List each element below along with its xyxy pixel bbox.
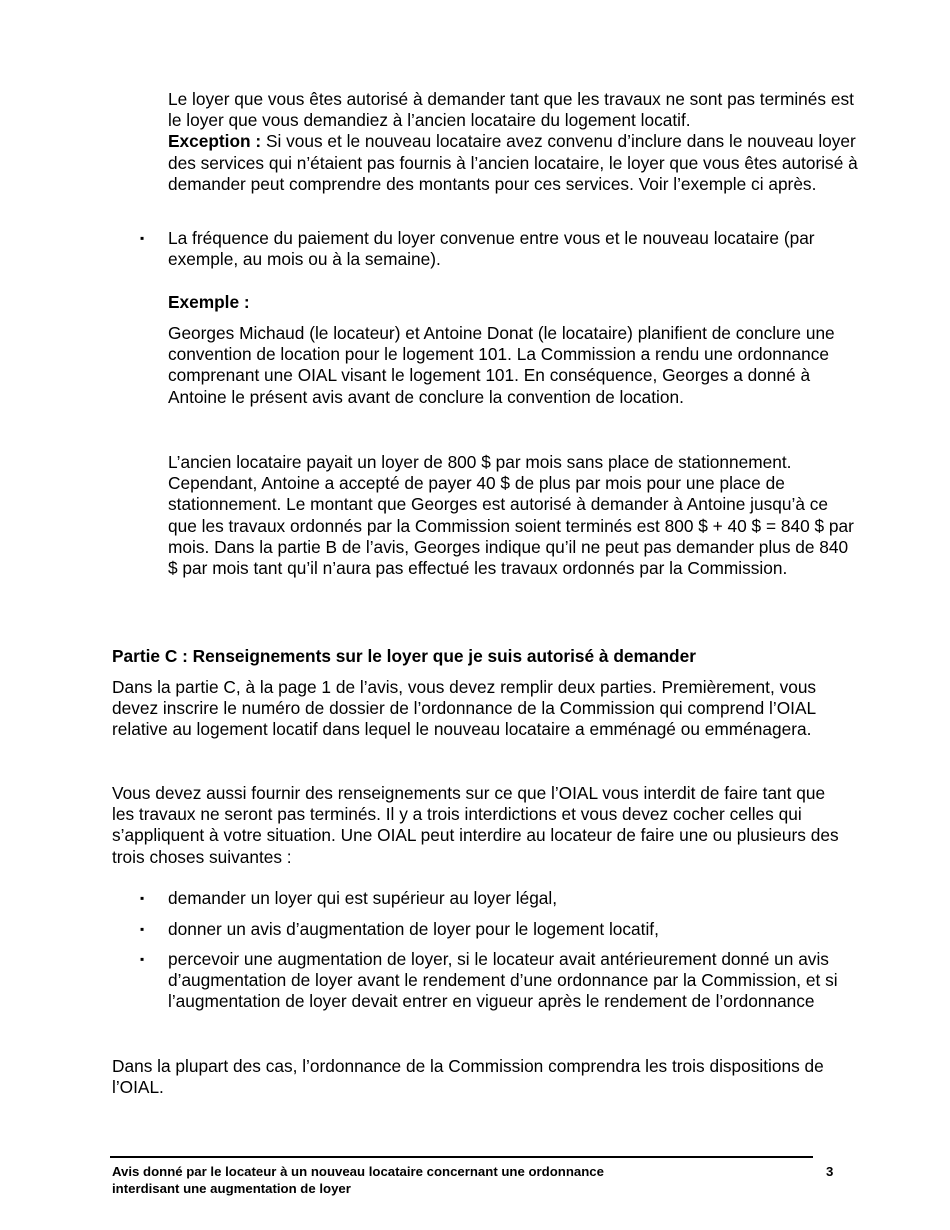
exception-text: Si vous et le nouveau locataire avez convenu d’inclure dans le nouveau loyer des services qui n’étaient pas fournis à l’ancien locataire, le loyer que vous êtes autorisé à demander peut comprendre des montants pour ces services. Voir l’exemple ci après. [168, 131, 858, 194]
example-paragraph-1: Georges Michaud (le locateur) et Antoine Donat (le locataire) planifient de conclure une convention de location pour le logement 101. La Commission a rendu une ordonnance comprenant une OIAL visant le logement 101. En conséquence, Georges a donné à Antoine le présent avis avant de conclure la convention de location. [168, 323, 835, 407]
bullet-marker: ▪ [140, 922, 145, 936]
example-paragraph-2: L’ancien locataire payait un loyer de 800 $ par mois sans place de stationnement. Cependant, Antoine a accepté de payer 40 $ de plus par mois pour une place de stationnement. Le montant que Georges est autorisé à demander à Antoine jusqu’à ce que les travaux ordonnés par la Commission soient terminés est 800 $ + 40 $ = 840 $ par mois. Dans la partie B de l’avis, Georges indique qu’il ne peut pas demander plus de 840 $ par mois tant qu’il n’aura pas effectué les travaux ordonnés par la Commission. [168, 452, 854, 579]
partie-c-paragraph-3: Dans la plupart des cas, l’ordonnance de la Commission comprendra les trois dispositions de l’OIAL. [112, 1056, 824, 1098]
example-heading: Exemple : [168, 292, 250, 312]
partie-c-paragraph-2: Vous devez aussi fournir des renseignements sur ce que l’OIAL vous interdit de faire tant que les travaux ne seront pas terminés. Il y a trois interdictions et vous devez cocher celles qui s’appliquent à votre situation. Une OIAL peut interdire au locateur de faire une ou plusieurs des trois choses suivantes : [112, 783, 839, 867]
bullet-marker: ▪ [140, 891, 145, 905]
prohibition-item: demander un loyer qui est supérieur au loyer légal, [168, 888, 558, 908]
footer-title [112, 1164, 732, 1197]
prohibition-item: donner un avis d’augmentation de loyer pour le logement locatif, [168, 919, 659, 939]
partie-c-paragraph-1: Dans la partie C, à la page 1 de l’avis, vous devez remplir deux parties. Premièrement, vous devez inscrire le numéro de dossier de l’ordonnance de la Commission qui comprend l’OIAL relative au logement locatif dans lequel le nouveau locataire a emménagé ou emménagera. [112, 677, 817, 740]
continuation-paragraph [168, 89, 858, 195]
partie-c-heading: Partie C : Renseignements sur le loyer que je suis autorisé à demander [112, 646, 696, 666]
bullet-marker: ▪ [140, 231, 145, 245]
prohibition-item: percevoir une augmentation de loyer, si le locateur avait antérieurement donné un avis d’augmentation de loyer avant le rendement d’une ordonnance par la Commission, et si l’augmentation de loyer devait entrer en vigueur après le rendement de l’ordonnance [168, 949, 838, 1012]
bullet-frequency-text: La fréquence du paiement du loyer convenue entre vous et le nouveau locataire (par exemple, au mois ou à la semaine). [168, 228, 815, 270]
footer-title-line-2: interdisant une augmentation de loyer [112, 1180, 351, 1196]
continuation-text: Le loyer que vous êtes autorisé à demander tant que les travaux ne sont pas terminés est le loyer que vous demandiez à l’ancien locataire du logement locatif. [168, 89, 854, 131]
bullet-marker: ▪ [140, 952, 145, 966]
exception-label: Exception : [168, 131, 262, 152]
page-number: 3 [826, 1164, 834, 1179]
footer-divider [110, 1156, 813, 1158]
footer-title-line-1: Avis donné par le locateur à un nouveau locataire concernant une ordonnance [112, 1164, 604, 1179]
